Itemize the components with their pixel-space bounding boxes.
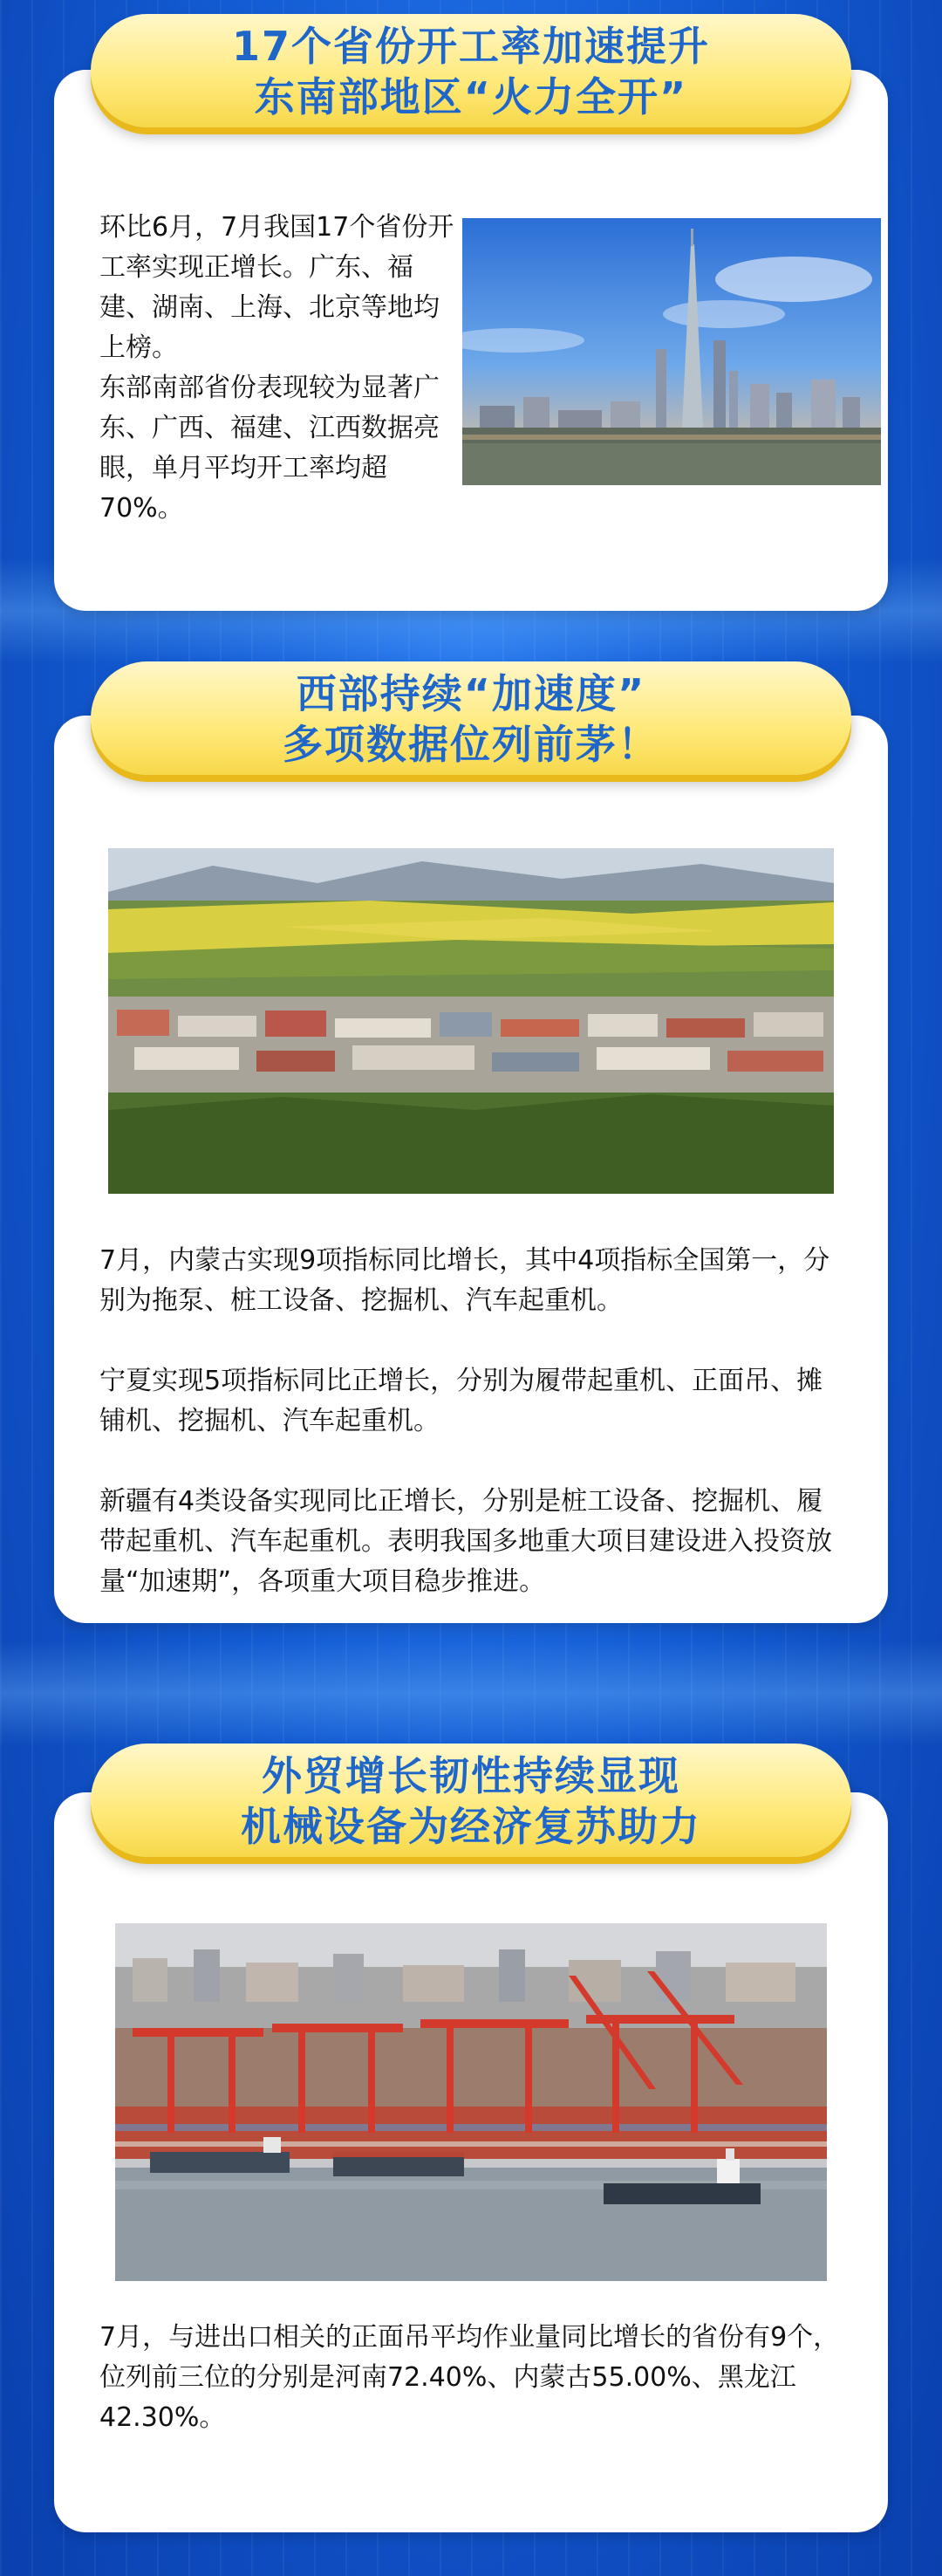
section1-paragraph: 东部南部省份表现较为显著广东、广西、福建、江西数据亮眼，单月平均开工率均超70%。 (99, 373, 440, 524)
section-title-line2: 多项数据位列前茅！ (283, 721, 659, 768)
section3-paragraph: 7月，与进出口相关的正面吊平均作业量同比增长的省份有9个，位列前三位的分别是河南72.40%、内蒙古55.00%、黑龙江42.30%。 (99, 2322, 840, 2433)
section-banner-3 (91, 1744, 851, 1857)
port-cranes-photo (115, 1923, 827, 2281)
section3-text (99, 2318, 846, 2438)
section2-paragraph: 新疆有4类设备实现同比正增长，分别是桩工设备、挖掘机、履带起重机、汽车起重机。表明我国多地重大项目建设进入投资放量“加速期”，各项重大项目稳步推进。 (99, 1486, 832, 1597)
section1-text (99, 208, 464, 529)
section2-text (99, 1241, 846, 1602)
section-title-line2: 机械设备为经济复苏助力 (241, 1803, 701, 1850)
section1-paragraph: 环比6月，7月我国17个省份开工率实现正增长。广东、福建、湖南、上海、北京等地均上榜。 (99, 212, 454, 363)
background-glow (0, 1641, 942, 1745)
section2-paragraph: 7月，内蒙古实现9项指标同比增长，其中4项指标全国第一，分别为拖泵、桩工设备、挖掘机、汽车起重机。 (99, 1245, 830, 1316)
section-banner-2 (91, 661, 851, 775)
section-title-line1: 西部持续“加速度” (296, 670, 646, 717)
town-landscape-photo (108, 848, 834, 1194)
section-banner-1 (91, 14, 851, 127)
section2-paragraph: 宁夏实现5项指标同比正增长，分别为履带起重机、正面吊、摊铺机、挖掘机、汽车起重机。 (99, 1366, 823, 1436)
section-title-line1: 外贸增长韧性持续显现 (262, 1752, 680, 1799)
section-title-line1: 17个省份开工率加速提升 (231, 23, 710, 70)
section-title-line2: 东南部地区“火力全开” (254, 73, 688, 120)
city-tower-photo (462, 218, 881, 485)
